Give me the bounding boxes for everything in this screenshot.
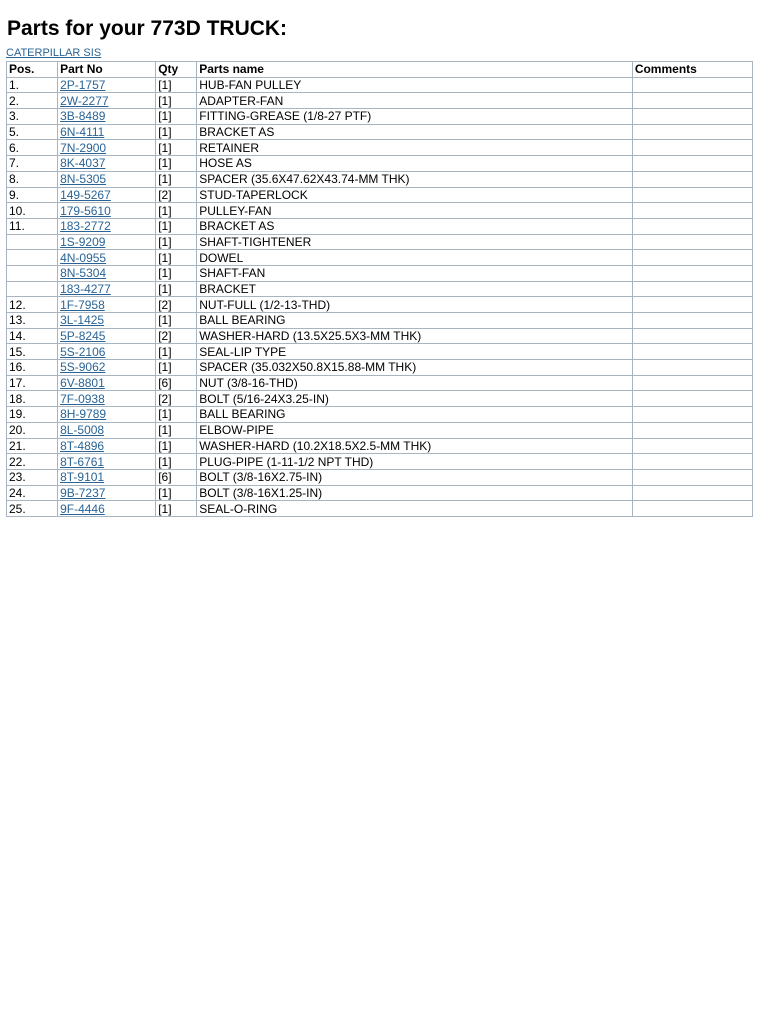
cell-pos: 19.	[7, 407, 58, 423]
cell-pos: 12.	[7, 297, 58, 313]
cell-pos: 9.	[7, 187, 58, 203]
cell-pos: 25.	[7, 501, 58, 517]
table-row	[7, 469, 753, 485]
parts-table-body	[7, 77, 753, 516]
table-row	[7, 250, 753, 266]
header-qty: Qty	[156, 62, 197, 78]
cell-parts-name: ADAPTER-FAN	[197, 93, 633, 109]
cell-qty: [2]	[156, 297, 197, 313]
cell-qty: [1]	[156, 485, 197, 501]
cell-qty: [1]	[156, 171, 197, 187]
cell-pos: 10.	[7, 203, 58, 219]
cell-comments	[632, 407, 752, 423]
cell-part-no	[58, 407, 156, 423]
cell-pos: 1.	[7, 77, 58, 93]
cell-part-no	[58, 469, 156, 485]
cell-comments	[632, 218, 752, 234]
cell-parts-name: WASHER-HARD (10.2X18.5X2.5-MM THK)	[197, 438, 633, 454]
cell-comments	[632, 93, 752, 109]
cell-parts-name: BOLT (3/8-16X1.25-IN)	[197, 485, 633, 501]
cell-part-no	[58, 344, 156, 360]
part-number-link[interactable]: 6V-8801	[60, 376, 105, 391]
cell-part-no	[58, 250, 156, 266]
cell-qty: [6]	[156, 469, 197, 485]
cell-pos	[7, 265, 58, 281]
cell-pos: 15.	[7, 344, 58, 360]
cell-parts-name: STUD-TAPERLOCK	[197, 187, 633, 203]
cell-parts-name: ELBOW-PIPE	[197, 422, 633, 438]
cell-qty: [1]	[156, 344, 197, 360]
cell-parts-name: NUT-FULL (1/2-13-THD)	[197, 297, 633, 313]
part-number-link[interactable]: 8T-4896	[60, 438, 105, 453]
part-number-link[interactable]: 8T-6761	[60, 454, 105, 469]
cell-parts-name: SHAFT-TIGHTENER	[197, 234, 633, 250]
table-row	[7, 313, 753, 329]
cell-parts-name: SHAFT-FAN	[197, 265, 633, 281]
cell-part-no	[58, 93, 156, 109]
cell-pos: 3.	[7, 109, 58, 125]
table-row	[7, 218, 753, 234]
part-number-link[interactable]: 4N-0955	[60, 250, 107, 265]
cell-comments	[632, 422, 752, 438]
cell-part-no	[58, 454, 156, 470]
cell-pos: 21.	[7, 438, 58, 454]
cell-parts-name: SEAL-LIP TYPE	[197, 344, 633, 360]
cell-qty: [1]	[156, 109, 197, 125]
cell-part-no	[58, 203, 156, 219]
part-number-link[interactable]: 8L-5008	[60, 423, 105, 438]
cell-pos	[7, 234, 58, 250]
cell-pos: 2.	[7, 93, 58, 109]
cell-parts-name: HOSE AS	[197, 156, 633, 172]
cell-comments	[632, 344, 752, 360]
cell-pos	[7, 281, 58, 297]
cell-comments	[632, 187, 752, 203]
cell-comments	[632, 391, 752, 407]
table-row	[7, 234, 753, 250]
cell-qty: [1]	[156, 250, 197, 266]
cell-qty: [2]	[156, 391, 197, 407]
cell-qty: [1]	[156, 501, 197, 517]
table-row	[7, 407, 753, 423]
cell-qty: [1]	[156, 140, 197, 156]
cell-part-no	[58, 171, 156, 187]
part-number-link[interactable]: 5S-2106	[60, 344, 106, 359]
cell-pos: 7.	[7, 156, 58, 172]
parts-table	[6, 61, 753, 517]
cell-comments	[632, 485, 752, 501]
cell-pos: 23.	[7, 469, 58, 485]
cell-qty: [1]	[156, 281, 197, 297]
cell-parts-name: BRACKET AS	[197, 124, 633, 140]
cell-pos: 18.	[7, 391, 58, 407]
cell-comments	[632, 77, 752, 93]
cell-parts-name: FITTING-GREASE (1/8-27 PTF)	[197, 109, 633, 125]
cell-qty: [6]	[156, 375, 197, 391]
cell-qty: [1]	[156, 77, 197, 93]
table-header-row	[7, 62, 753, 78]
cell-comments	[632, 171, 752, 187]
cell-comments	[632, 313, 752, 329]
cell-comments	[632, 297, 752, 313]
cell-parts-name: SPACER (35.6X47.62X43.74-MM THK)	[197, 171, 633, 187]
cell-comments	[632, 469, 752, 485]
cell-qty: [2]	[156, 187, 197, 203]
cell-qty: [1]	[156, 93, 197, 109]
cell-comments	[632, 250, 752, 266]
table-row	[7, 360, 753, 376]
table-row	[7, 454, 753, 470]
cell-qty: [1]	[156, 265, 197, 281]
cell-comments	[632, 234, 752, 250]
table-row	[7, 501, 753, 517]
table-row	[7, 485, 753, 501]
table-row	[7, 140, 753, 156]
part-number-link[interactable]: 1F-7958	[60, 297, 105, 312]
cell-parts-name: BRACKET AS	[197, 218, 633, 234]
part-number-link[interactable]: 8H-9789	[60, 407, 107, 422]
table-row	[7, 203, 753, 219]
cell-comments	[632, 124, 752, 140]
table-row	[7, 281, 753, 297]
cell-pos: 17.	[7, 375, 58, 391]
cell-parts-name: BALL BEARING	[197, 313, 633, 329]
part-number-link[interactable]: 8N-5304	[60, 266, 107, 281]
caterpillar-sis-link[interactable]: CATERPILLAR SIS	[6, 47, 102, 59]
table-row	[7, 297, 753, 313]
cell-pos: 6.	[7, 140, 58, 156]
part-number-link[interactable]: 3L-1425	[60, 313, 105, 328]
part-number-link[interactable]: 2W-2277	[60, 93, 109, 108]
cell-part-no	[58, 391, 156, 407]
table-row	[7, 344, 753, 360]
cell-comments	[632, 109, 752, 125]
cell-qty: [1]	[156, 407, 197, 423]
part-number-link[interactable]: 8K-4037	[60, 156, 106, 171]
header-parts-name: Parts name	[197, 62, 633, 78]
cell-part-no	[58, 265, 156, 281]
table-row	[7, 156, 753, 172]
cell-part-no	[58, 77, 156, 93]
cell-comments	[632, 438, 752, 454]
part-number-link[interactable]: 6N-4111	[60, 125, 105, 140]
cell-comments	[632, 501, 752, 517]
table-row	[7, 187, 753, 203]
cell-comments	[632, 265, 752, 281]
part-number-link[interactable]: 3B-8489	[60, 109, 106, 124]
cell-pos: 20.	[7, 422, 58, 438]
cell-part-no	[58, 328, 156, 344]
cell-part-no	[58, 281, 156, 297]
cell-part-no	[58, 124, 156, 140]
cell-pos: 5.	[7, 124, 58, 140]
table-row	[7, 422, 753, 438]
part-number-link[interactable]: 5P-8245	[60, 329, 106, 344]
cell-part-no	[58, 375, 156, 391]
cell-part-no	[58, 313, 156, 329]
cell-part-no	[58, 360, 156, 376]
table-row	[7, 328, 753, 344]
cell-part-no	[58, 438, 156, 454]
table-row	[7, 391, 753, 407]
part-number-link[interactable]: 149-5267	[60, 187, 111, 202]
cell-parts-name: BOLT (3/8-16X2.75-IN)	[197, 469, 633, 485]
table-row	[7, 93, 753, 109]
cell-qty: [1]	[156, 156, 197, 172]
part-number-link[interactable]: 179-5610	[60, 203, 111, 218]
cell-part-no	[58, 297, 156, 313]
cell-parts-name: WASHER-HARD (13.5X25.5X3-MM THK)	[197, 328, 633, 344]
cell-pos: 8.	[7, 171, 58, 187]
cell-pos: 22.	[7, 454, 58, 470]
cell-part-no	[58, 501, 156, 517]
cell-parts-name: PULLEY-FAN	[197, 203, 633, 219]
cell-comments	[632, 140, 752, 156]
part-number-link[interactable]: 9B-7237	[60, 485, 106, 500]
part-number-link[interactable]: 8N-5305	[60, 172, 107, 187]
cell-pos: 11.	[7, 218, 58, 234]
cell-parts-name: NUT (3/8-16-THD)	[197, 375, 633, 391]
cell-qty: [1]	[156, 218, 197, 234]
cell-parts-name: HUB-FAN PULLEY	[197, 77, 633, 93]
cell-part-no	[58, 218, 156, 234]
cell-part-no	[58, 485, 156, 501]
header-pos: Pos.	[7, 62, 58, 78]
cell-pos: 14.	[7, 328, 58, 344]
part-number-link[interactable]: 183-4277	[60, 281, 111, 296]
cell-pos: 13.	[7, 313, 58, 329]
cell-pos: 16.	[7, 360, 58, 376]
cell-qty: [1]	[156, 438, 197, 454]
cell-comments	[632, 203, 752, 219]
cell-comments	[632, 375, 752, 391]
cell-parts-name: SPACER (35.032X50.8X15.88-MM THK)	[197, 360, 633, 376]
cell-qty: [1]	[156, 124, 197, 140]
part-number-link[interactable]: 2P-1757	[60, 78, 106, 93]
table-row	[7, 265, 753, 281]
header-part-no: Part No	[58, 62, 156, 78]
header-comments: Comments	[632, 62, 752, 78]
cell-part-no	[58, 109, 156, 125]
cell-comments	[632, 454, 752, 470]
cell-parts-name: BRACKET	[197, 281, 633, 297]
cell-qty: [1]	[156, 203, 197, 219]
cell-parts-name: PLUG-PIPE (1-11-1/2 NPT THD)	[197, 454, 633, 470]
part-number-link[interactable]: 9F-4446	[60, 501, 105, 516]
cell-parts-name: BALL BEARING	[197, 407, 633, 423]
cell-comments	[632, 328, 752, 344]
cell-qty: [1]	[156, 360, 197, 376]
part-number-link[interactable]: 7F-0938	[60, 391, 105, 406]
table-row	[7, 109, 753, 125]
cell-qty: [1]	[156, 454, 197, 470]
table-row	[7, 77, 753, 93]
table-row	[7, 438, 753, 454]
cell-qty: [1]	[156, 313, 197, 329]
table-row	[7, 124, 753, 140]
cell-parts-name: DOWEL	[197, 250, 633, 266]
cell-comments	[632, 281, 752, 297]
page-title: Parts for your 773D TRUCK:	[7, 17, 288, 40]
cell-qty: [1]	[156, 234, 197, 250]
cell-parts-name: BOLT (5/16-24X3.25-IN)	[197, 391, 633, 407]
cell-parts-name: RETAINER	[197, 140, 633, 156]
cell-comments	[632, 156, 752, 172]
cell-part-no	[58, 422, 156, 438]
table-row	[7, 171, 753, 187]
cell-comments	[632, 360, 752, 376]
part-number-link[interactable]: 1S-9209	[60, 234, 106, 249]
cell-qty: [1]	[156, 422, 197, 438]
cell-qty: [2]	[156, 328, 197, 344]
part-number-link[interactable]: 8T-9101	[60, 470, 105, 485]
cell-pos	[7, 250, 58, 266]
cell-part-no	[58, 140, 156, 156]
cell-pos: 24.	[7, 485, 58, 501]
part-number-link[interactable]: 5S-9062	[60, 360, 106, 375]
cell-parts-name: SEAL-O-RING	[197, 501, 633, 517]
cell-part-no	[58, 156, 156, 172]
cell-part-no	[58, 234, 156, 250]
part-number-link[interactable]: 7N-2900	[60, 140, 107, 155]
cell-part-no	[58, 187, 156, 203]
table-row	[7, 375, 753, 391]
part-number-link[interactable]: 183-2772	[60, 219, 111, 234]
